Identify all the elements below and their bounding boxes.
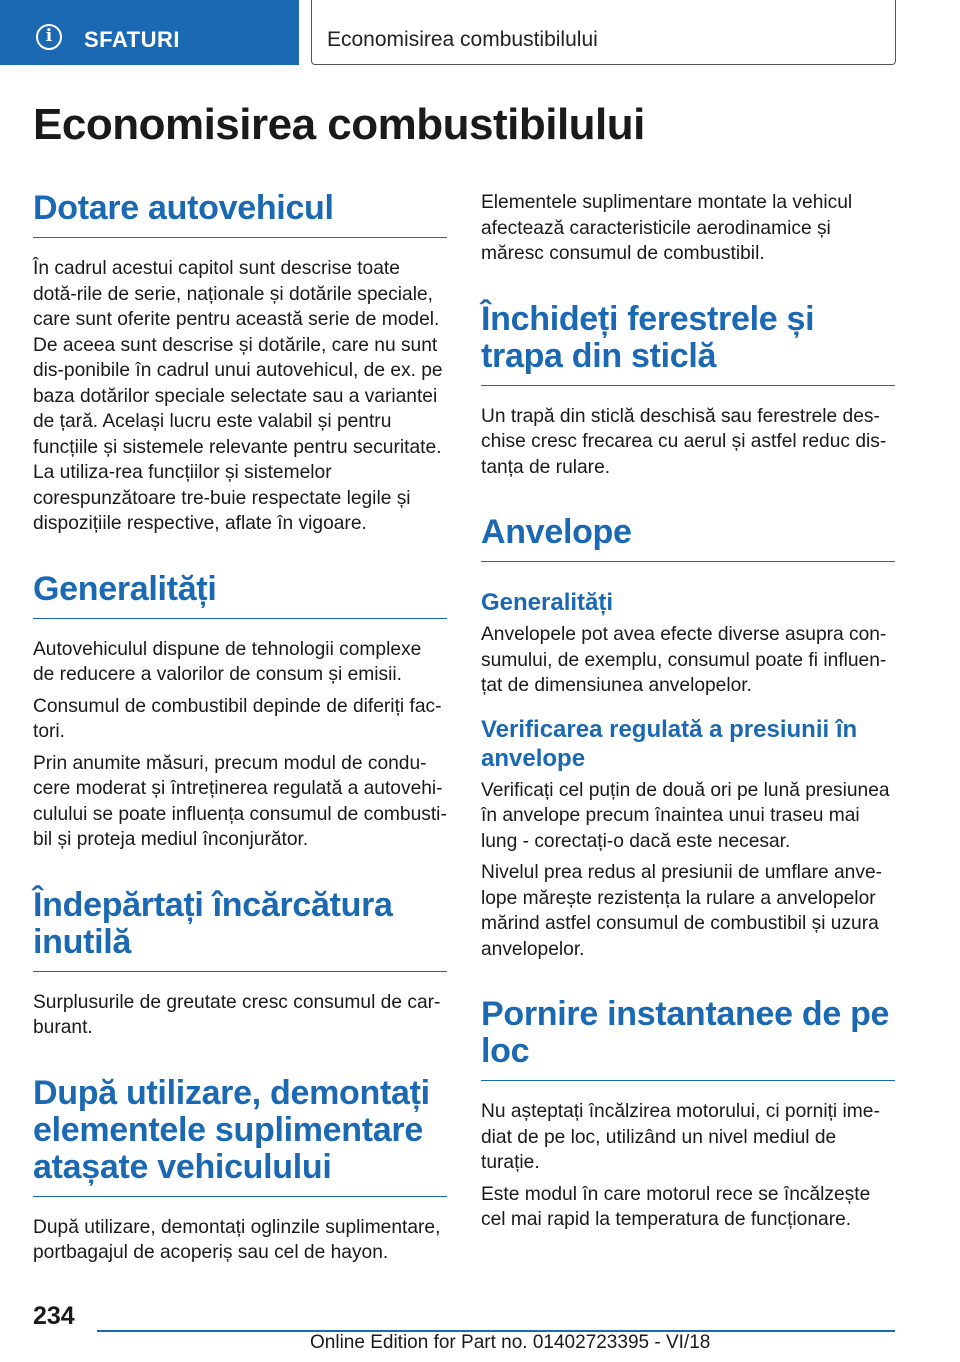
paragraph: Prin anumite măsuri, precum modul de condu-cere moderat și întreținerea regulată a autovehi-culului se poate influența consumul de combusti-bil și proteja mediul înconjurător. [33, 752, 447, 850]
paragraph: După utilizare, demontați oglinzile suplimentare, portbagajul de acoperiș sau cel de hayon. [33, 1216, 441, 1263]
paragraph: În cadrul acestui capitol sunt descrise toate dotă-rile de serie, naționale și dotările speciale, care sunt oferite pentru această serie de model. De aceea sunt descrise și dotările, care nu sunt dis-ponibile în cadrul unui autovehicul, de ex. pe baza dotărilor speciale selectate sau a variantei de țară. Același lucru este valabil și pentru funcțiile și sistemele relevante pentru securitate. La utiliza-rea funcțiilor și sistemelor corespunzătoare tre-buie respectate legile și dispozițiile respective, aflate în vigoare. [33, 258, 443, 534]
subheading-generalitati: Generalități [481, 589, 614, 616]
paragraph: Nu așteptați încălzirea motorului, ci porniți ime-diat de pe loc, utilizând un nivel mediul de turație. [481, 1101, 880, 1173]
header-tag: SFATURI [84, 27, 180, 52]
footer-edition: Online Edition for Part no. 01402723395 - VI/18 [310, 1332, 711, 1353]
paragraph: Elementele suplimentare montate la vehicul afectează caracteristicile aerodinamice și măresc consumul de combustibil. [481, 192, 853, 264]
header-tag-block [0, 0, 299, 65]
heading-dupa-utilizare: După utilizare, demontați elementele suplimentare atașate vehiculului [33, 1075, 447, 1197]
heading-dotare-autovehicul: Dotare autovehicul [33, 190, 447, 238]
paragraph: Consumul de combustibil depinde de diferiți fac-tori. [33, 695, 442, 742]
paragraph: Verificați cel puțin de două ori pe lună presiunea în anvelope precum înaintea unui traseu mai lung - corectați-o dacă este necesar. [481, 779, 890, 852]
paragraph: Nivelul prea redus al presiunii de umflare anve-lope mărește rezistența la rulare a anvelopelor mărind astfel consumul de combustibil și uzura anvelopelor. [481, 862, 883, 960]
header-section-box [311, 0, 896, 65]
page-number: 234 [33, 1302, 75, 1330]
heading-anvelope: Anvelope [481, 514, 895, 562]
page-title: Economisirea combustibilului [33, 100, 645, 149]
heading-indepartati-incarcatura: Îndepărtați încărcătura inutilă [33, 887, 447, 972]
left-column [33, 190, 447, 1272]
heading-generalitati: Generalități [33, 571, 447, 619]
right-column [481, 190, 895, 1239]
paragraph: Anvelopele pot avea efecte diverse asupra con-sumului, de exemplu, consumul poate fi influen-țat de dimensiunea anvelopelor. [481, 624, 887, 696]
paragraph: Surplusurile de greutate cresc consumul de car-burant. [33, 991, 441, 1038]
info-icon: i [36, 24, 62, 50]
paragraph: Autovehiculul dispune de tehnologii complexe de reducere a valorilor de consum și emisii. [33, 638, 422, 685]
heading-inchideti-ferestrele: Închideți ferestrele și trapa din sticlă [481, 301, 895, 386]
paragraph: Un trapă din sticlă deschisă sau ferestrele des-chise cresc frecarea cu aerul și astfel reduc dis-tanța de rulare. [481, 405, 887, 478]
header-section-title: Economisirea combustibilului [327, 28, 598, 51]
heading-pornire-instantanee: Pornire instantanee de pe loc [481, 996, 895, 1081]
paragraph: Este modul în care motorul rece se încălzește cel mai rapid la temperatura de funcționare. [481, 1183, 871, 1230]
subheading-verificarea-presiunii: Verificarea regulată a presiunii în anvelope [481, 715, 858, 772]
